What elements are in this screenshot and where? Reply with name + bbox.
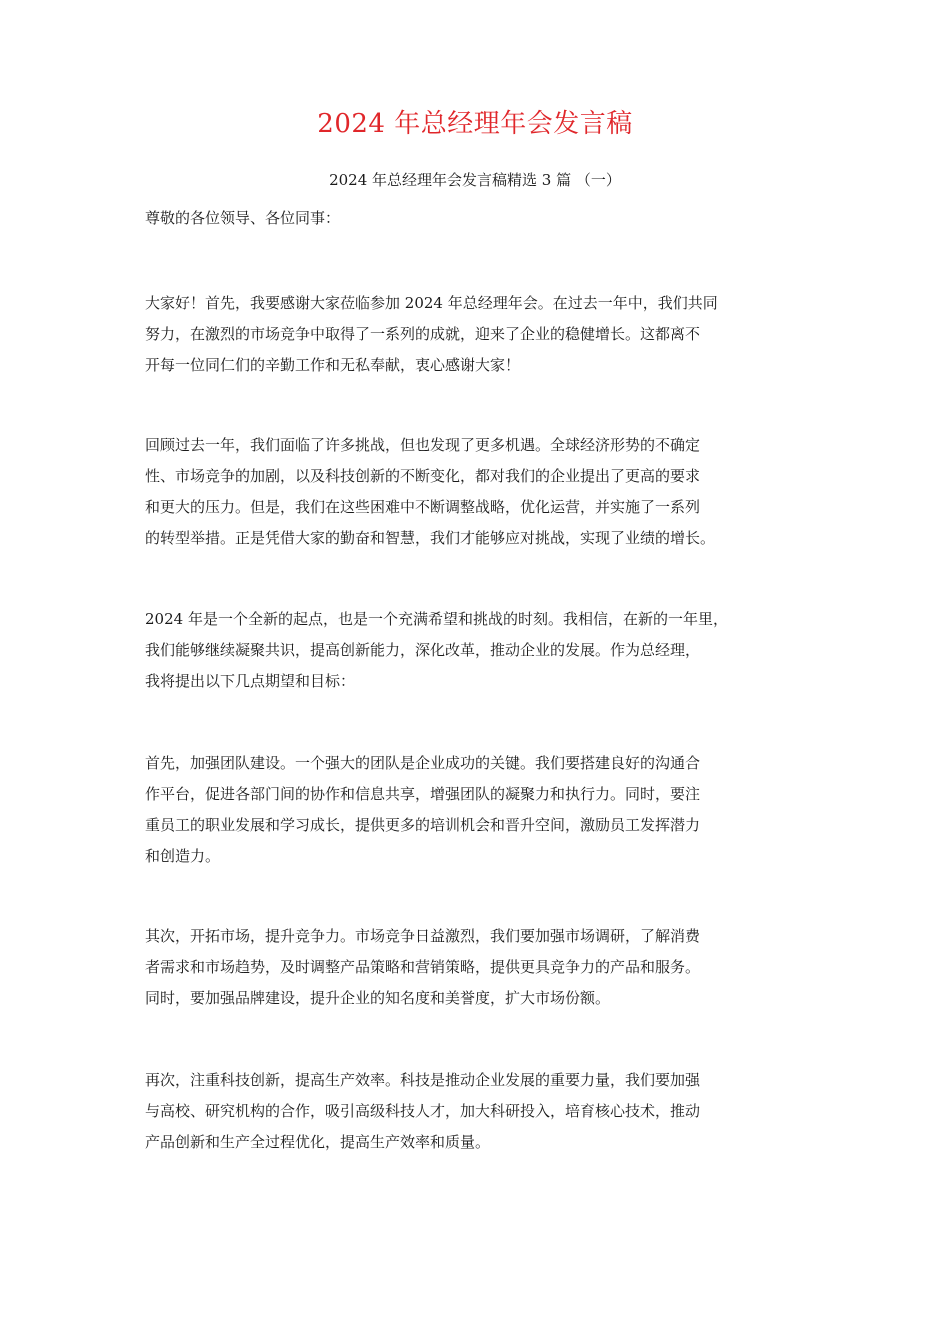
paragraph-market [145,921,835,1014]
salutation: 尊敬的各位领导、各位同事： [145,209,341,227]
paragraph-line: 同时，要加强品牌建设，提升企业的知名度和美誉度，扩大市场份额。 [145,989,611,1007]
paragraph-line: 重员工的职业发展和学习成长，提供更多的培训机会和晋升空间，激励员工发挥潜力 [145,816,701,834]
paragraph-line: 产品创新和生产全过程优化，提高生产效率和质量。 [145,1133,491,1151]
paragraph-line: 与高校、研究机构的合作，吸引高级科技人才，加大科研投入，培育核心技术，推动 [145,1102,701,1120]
paragraph-line: 开每一位同仁们的辛勤工作和无私奉献，衷心感谢大家！ [145,356,521,374]
paragraph-line: 和更大的压力。但是，我们在这些困难中不断调整战略，优化运营，并实施了一系列 [145,498,701,516]
paragraph-technology [145,1065,835,1158]
paragraph-line: 再次，注重科技创新，提高生产效率。科技是推动企业发展的重要力量，我们要加强 [145,1071,701,1089]
paragraph-line: 我们能够继续凝聚共识，提高创新能力，深化改革，推动企业的发展。作为总经理， [145,641,701,659]
paragraph-team [145,748,835,872]
paragraph-line: 作平台，促进各部门间的协作和信息共享，增强团队的凝聚力和执行力。同时，要注 [145,785,701,803]
paragraph-line: 和创造力。 [145,847,221,865]
paragraph-review [145,430,835,554]
paragraph-line: 大家好！首先，我要感谢大家莅临参加 2024 年总经理年会。在过去一年中，我们共同 [145,294,718,312]
paragraph-line: 者需求和市场趋势，及时调整产品策略和营销策略，提供更具竞争力的产品和服务。 [145,958,701,976]
document-subtitle: 2024 年总经理年会发言稿精选 3 篇 （一） [329,171,621,189]
paragraph-line: 回顾过去一年，我们面临了许多挑战，但也发现了更多机遇。全球经济形势的不确定 [145,436,701,454]
paragraph-line: 努力，在激烈的市场竞争中取得了一系列的成就，迎来了企业的稳健增长。这都离不 [145,325,701,343]
paragraph-outlook [145,604,835,697]
paragraph-line: 的转型举措。正是凭借大家的勤奋和智慧，我们才能够应对挑战，实现了业绩的增长。 [145,529,716,547]
paragraph-line: 我将提出以下几点期望和目标： [145,672,356,690]
paragraph-line: 其次，开拓市场，提升竞争力。市场竞争日益激烈，我们要加强市场调研，了解消费 [145,927,701,945]
paragraph-greeting [145,288,835,381]
paragraph-line: 首先，加强团队建设。一个强大的团队是企业成功的关键。我们要搭建良好的沟通合 [145,754,701,772]
paragraph-line: 2024 年是一个全新的起点，也是一个充满希望和挑战的时刻。我相信，在新的一年里， [145,610,728,628]
paragraph-line: 性、市场竞争的加剧，以及科技创新的不断变化，都对我们的企业提出了更高的要求 [145,467,701,485]
document-title: 2024 年总经理年会发言稿 [317,109,633,139]
